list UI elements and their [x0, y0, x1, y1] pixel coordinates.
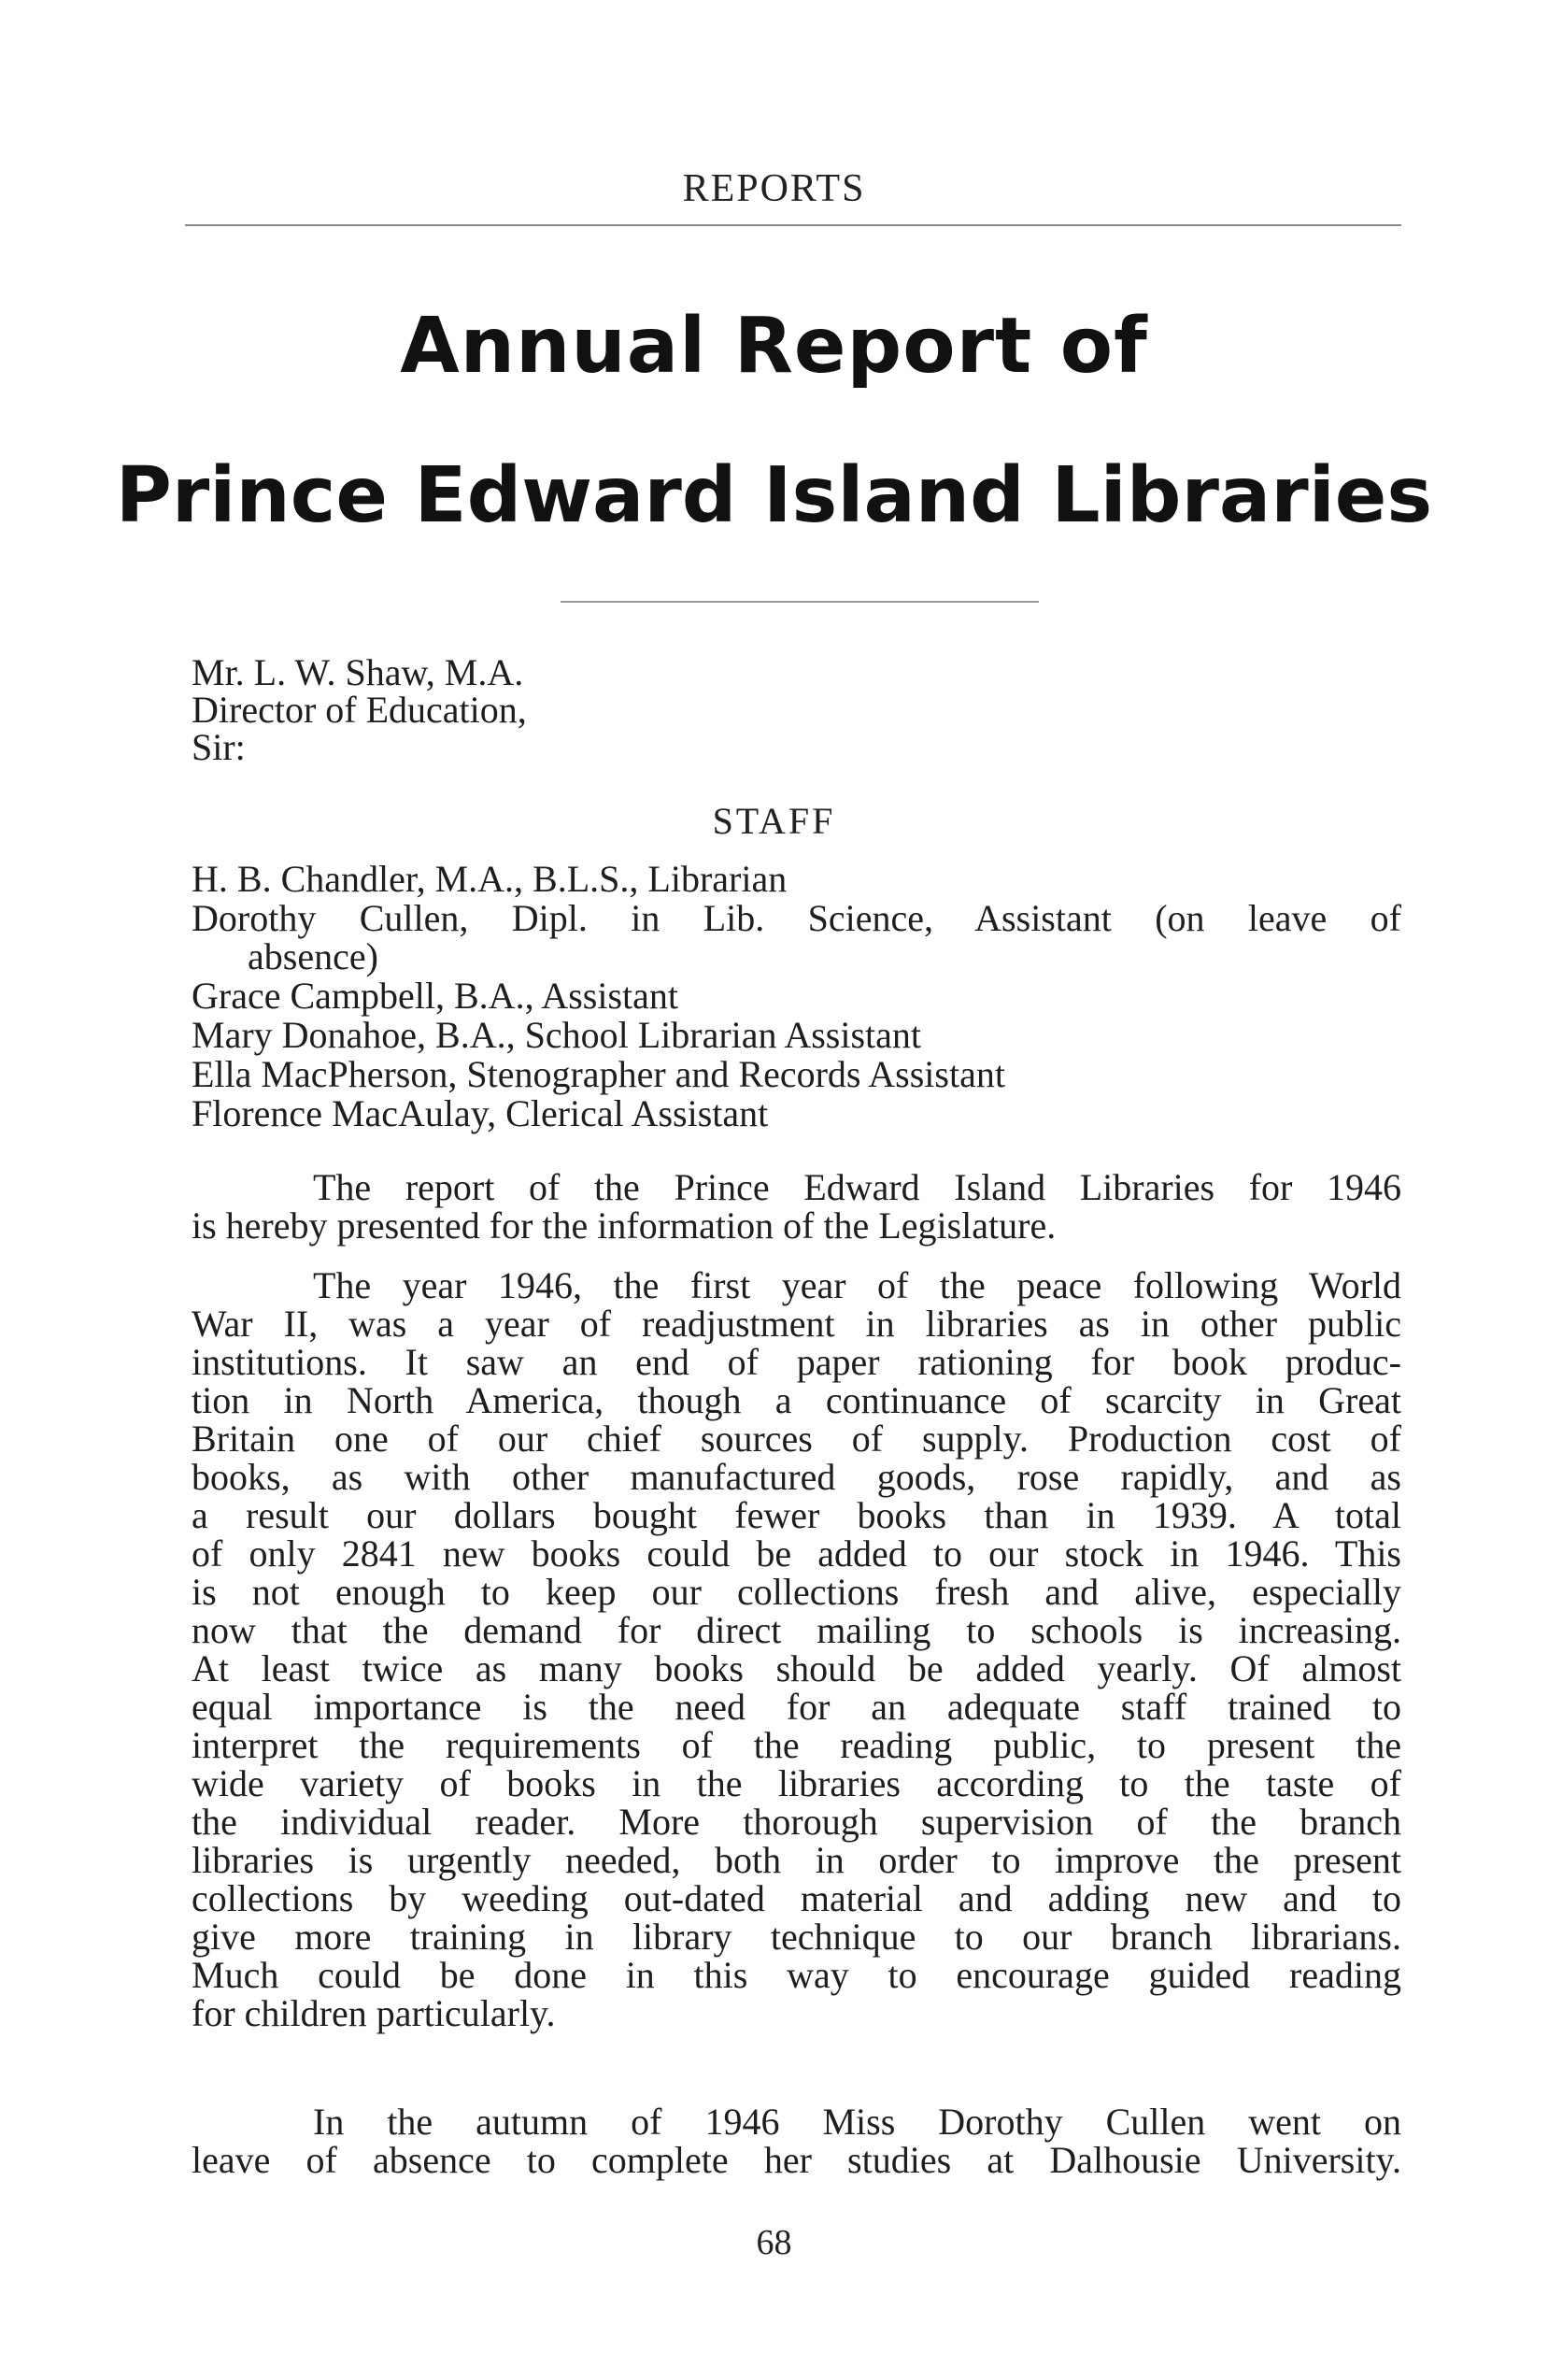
title-line-1: Annual Report of: [400, 302, 1148, 391]
paragraph-3: [192, 2102, 1401, 2179]
paragraph-line: wide variety of books in the libraries according to the taste of: [192, 1762, 1401, 1804]
paragraph-line: now that the demand for direct mailing to schools is increasing.: [192, 1609, 1401, 1651]
staff-heading: STAFF: [712, 800, 836, 842]
addressee-name: Mr. L. W. Shaw, M.A.: [192, 651, 524, 693]
paragraph-line: institutions. It saw an end of paper rationing for book produc-: [192, 1341, 1401, 1383]
paragraph-line: Britain one of our chief sources of supply. Production cost of: [192, 1418, 1401, 1460]
title-rule: [561, 601, 1039, 603]
paragraph-line: The report of the Prince Edward Island Libraries for 1946: [313, 1166, 1401, 1208]
paragraph-line: the individual reader. More thorough supervision of the branch: [192, 1801, 1401, 1843]
paragraph-line: give more training in library technique to our branch librarians.: [192, 1916, 1401, 1958]
paragraph-line: leave of absence to complete her studies at Dalhousie University.: [192, 2139, 1401, 2181]
header-rule: [185, 224, 1401, 226]
paragraph-line: War II, was a year of readjustment in libraries as in other public: [192, 1303, 1401, 1345]
addressee-title: Director of Education,: [192, 689, 527, 731]
running-head: REPORTS: [682, 167, 866, 210]
paragraph-line: In the autumn of 1946 Miss Dorothy Cullen went on: [313, 2101, 1401, 2143]
paragraph-line: equal importance is the need for an adequate staff trained to: [192, 1686, 1401, 1728]
staff-member: H. B. Chandler, M.A., B.L.S., Librarian: [192, 858, 788, 900]
staff-member: Grace Campbell, B.A., Assistant: [192, 975, 679, 1017]
paragraph-line: At least twice as many books should be added yearly. Of almost: [192, 1647, 1401, 1689]
paragraph-2: [192, 1266, 1401, 2032]
page-number: 68: [756, 2223, 792, 2262]
title-line-2: Prince Edward Island Libraries: [115, 451, 1433, 540]
paragraph-line: books, as with other manufactured goods, rose rapidly, and as: [192, 1456, 1401, 1498]
paragraph-line: of only 2841 new books could be added to our stock in 1946. This: [192, 1532, 1401, 1575]
staff-list: [192, 860, 1401, 1133]
paragraph-line: for children particularly.: [192, 1992, 556, 2034]
paragraph-line: a result our dollars bought fewer books than in 1939. A total: [192, 1494, 1401, 1536]
staff-member: Ella MacPherson, Stenographer and Records Assistant: [192, 1053, 1005, 1095]
staff-member-continued: absence): [248, 935, 378, 977]
salutation-sir: Sir:: [192, 726, 246, 768]
paragraph-line: interpret the requirements of the reading public, to present the: [192, 1724, 1401, 1766]
paragraph-line: is not enough to keep our collections fresh and alive, especially: [192, 1571, 1401, 1613]
paragraph-line: libraries is urgently needed, both in order to improve the present: [192, 1839, 1401, 1881]
paragraph-line: tion in North America, though a continuance of scarcity in Great: [192, 1379, 1401, 1421]
paragraph-line: Much could be done in this way to encourage guided reading: [192, 1954, 1401, 1996]
staff-member: Florence MacAulay, Clerical Assistant: [192, 1092, 769, 1134]
paragraph-line: collections by weeding out-dated material and adding new and to: [192, 1877, 1401, 1919]
paragraph-1: [192, 1168, 1401, 1245]
paragraph-line: The year 1946, the first year of the peace following World: [313, 1264, 1401, 1306]
staff-member: Dorothy Cullen, Dipl. in Lib. Science, Assistant (on leave of: [192, 897, 1401, 939]
paragraph-line: is hereby presented for the information of the Legislature.: [192, 1204, 1057, 1247]
salutation-block: [192, 651, 1401, 768]
staff-member: Mary Donahoe, B.A., School Librarian Assistant: [192, 1014, 921, 1056]
